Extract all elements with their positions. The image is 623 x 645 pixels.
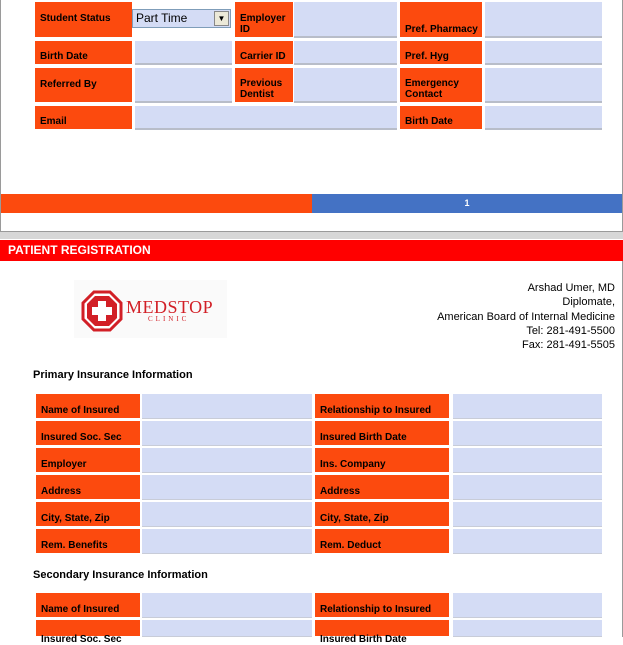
company-city-state-zip-field[interactable] — [453, 502, 602, 527]
birth-date-field[interactable] — [135, 41, 232, 65]
secondary-soc-sec-label: Insured Soc. Sec — [36, 620, 140, 637]
company-address-label: Address — [315, 475, 449, 500]
email-label: Email — [35, 106, 132, 130]
secondary-birth-date-field[interactable] — [453, 620, 602, 637]
address-field[interactable] — [142, 475, 312, 500]
name-of-insured-field[interactable] — [142, 394, 312, 419]
insured-birth-date-label: Insured Birth Date — [315, 421, 449, 446]
secondary-insurance-title: Secondary Insurance Information — [33, 569, 208, 581]
chevron-down-icon[interactable]: ▼ — [214, 11, 229, 26]
employer-id-field[interactable] — [294, 2, 397, 38]
email-field[interactable] — [135, 106, 397, 130]
secondary-relationship-label: Relationship to Insured — [315, 593, 449, 618]
logo-sub: CLINIC — [148, 315, 190, 323]
previous-dentist-label: Previous Dentist — [235, 68, 293, 103]
page-separator — [0, 231, 623, 239]
student-status-label: Student Status — [35, 2, 132, 38]
doctor-info — [360, 281, 615, 352]
secondary-birth-date-label: Insured Birth Date — [315, 620, 449, 637]
ins-company-field[interactable] — [453, 448, 602, 473]
company-city-state-zip-label: City, State, Zip — [315, 502, 449, 527]
doctor-name: Arshad Umer, MD — [527, 282, 615, 294]
pref-hyg-label: Pref. Hyg — [400, 41, 482, 65]
pref-pharmacy-label: Pref. Pharmacy — [400, 2, 482, 38]
rem-benefits-field[interactable] — [142, 529, 312, 554]
referred-by-label: Referred By — [35, 68, 132, 103]
insured-soc-sec-field[interactable] — [142, 421, 312, 446]
relationship-to-insured-label: Relationship to Insured — [315, 394, 449, 419]
logo-name: MEDSTOP — [126, 297, 214, 317]
doctor-tel: Tel: 281-491-5500 — [526, 324, 615, 337]
birth-date-2-field[interactable] — [485, 106, 602, 130]
doctor-fax: Fax: 281-491-5505 — [522, 339, 615, 352]
rem-deduct-field[interactable] — [453, 529, 602, 554]
rem-benefits-label: Rem. Benefits — [36, 529, 140, 554]
rem-deduct-label: Rem. Deduct — [315, 529, 449, 554]
secondary-relationship-field[interactable] — [453, 593, 602, 618]
previous-dentist-field[interactable] — [294, 68, 397, 103]
city-state-zip-field[interactable] — [142, 502, 312, 527]
relationship-to-insured-field[interactable] — [453, 394, 602, 419]
birth-date-label: Birth Date — [35, 41, 132, 65]
student-status-select[interactable] — [132, 9, 231, 28]
patient-registration-header — [0, 240, 623, 261]
city-state-zip-label: City, State, Zip — [36, 502, 140, 527]
carrier-id-field[interactable] — [294, 41, 397, 65]
carrier-id-label: Carrier ID — [235, 41, 293, 65]
clinic-logo — [74, 280, 227, 338]
address-label: Address — [36, 475, 140, 500]
secondary-soc-sec-field[interactable] — [142, 620, 312, 637]
emergency-contact-label: Emergency Contact — [400, 68, 482, 103]
name-of-insured-label: Name of Insured — [36, 394, 140, 419]
insured-birth-date-field[interactable] — [453, 421, 602, 446]
secondary-name-of-insured-label: Name of Insured — [36, 593, 140, 618]
student-status-value: Part Time — [136, 11, 188, 25]
employer-field[interactable] — [142, 448, 312, 473]
employer-id-label: Employer ID — [235, 2, 293, 38]
employer-label: Employer — [36, 448, 140, 473]
doctor-line2: Diplomate, — [562, 296, 615, 309]
page-footer-orange — [1, 194, 312, 213]
birth-date-2-label: Birth Date — [400, 106, 482, 130]
company-address-field[interactable] — [453, 475, 602, 500]
page-title: PATIENT REGISTRATION — [8, 243, 151, 257]
referred-by-field[interactable] — [135, 68, 232, 103]
emergency-contact-field[interactable] — [485, 68, 602, 103]
pref-hyg-field[interactable] — [485, 41, 602, 65]
page-number: 1 — [464, 198, 470, 208]
primary-insurance-title: Primary Insurance Information — [33, 369, 193, 381]
ins-company-label: Ins. Company — [315, 448, 449, 473]
secondary-name-of-insured-field[interactable] — [142, 593, 312, 618]
page-footer-blue — [312, 194, 622, 213]
pref-pharmacy-field[interactable] — [485, 2, 602, 38]
insured-soc-sec-label: Insured Soc. Sec — [36, 421, 140, 446]
doctor-line3: American Board of Internal Medicine — [437, 310, 615, 323]
medstop-cross-icon — [82, 291, 122, 331]
